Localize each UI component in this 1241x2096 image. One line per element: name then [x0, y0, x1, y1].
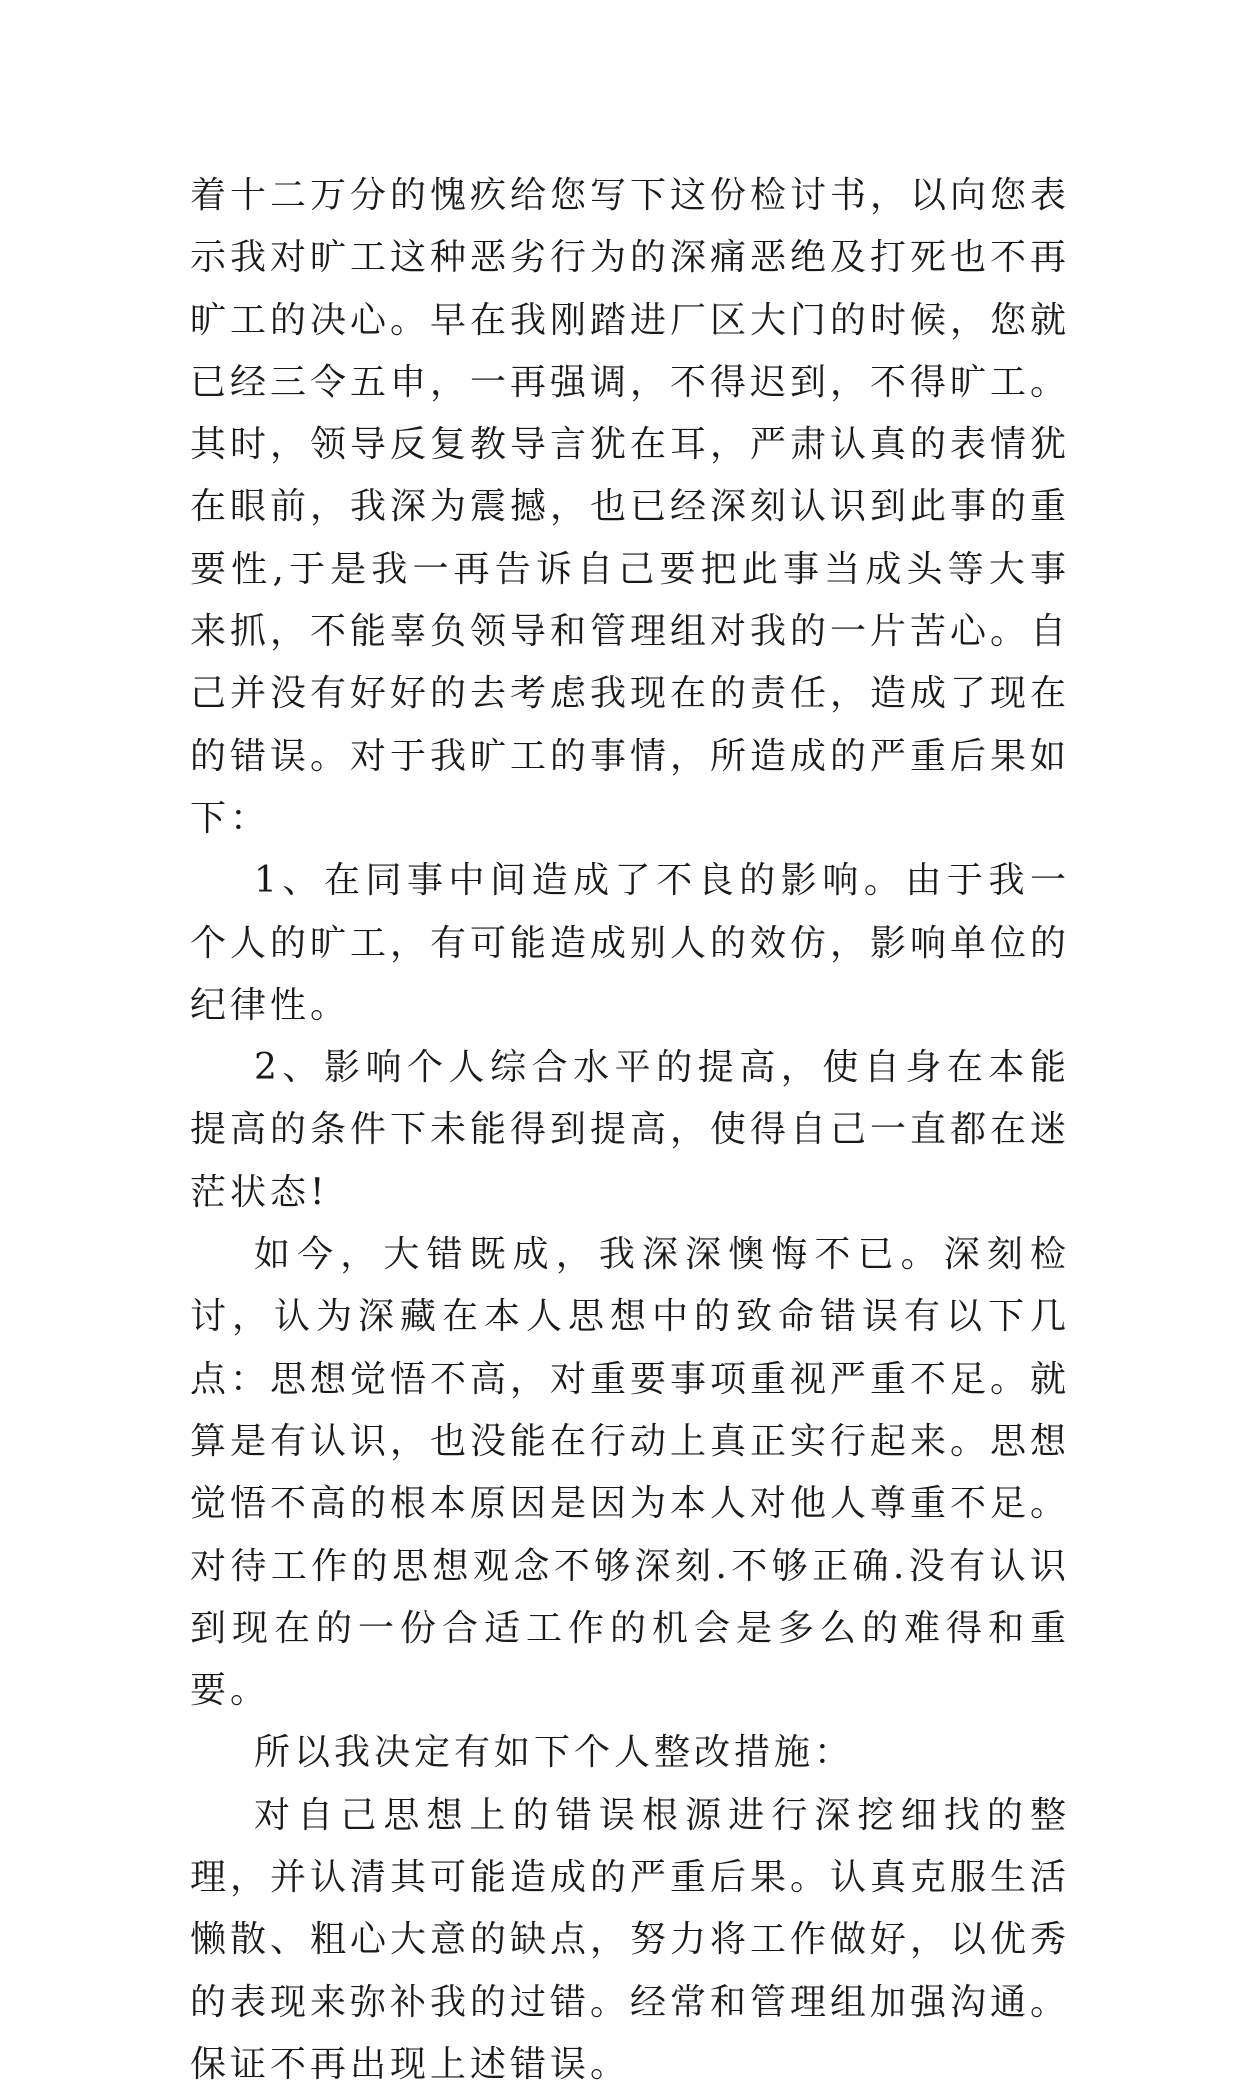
paragraph-6: 对自己思想上的错误根源进行深挖细找的整理，并认清其可能造成的严重后果。认真克服生活懒散、粗心大意的缺点，努力将工作做好，以优秀的表现来弥补我的过错。经常和管理组加强沟通。保证不再出现上述错误。: [190, 1794, 1071, 2085]
paragraph-3: 2、影响个人综合水平的提高，使自身在本能提高的条件下未能得到提高，使得自己一直都在迷茫状态!: [190, 1047, 1071, 1213]
paragraph-2: 1、在同事中间造成了不良的影响。由于我一个人的旷工，有可能造成别人的效仿，影响单位的纪律性。: [190, 860, 1071, 1026]
paragraph-5: 所以我决定有如下个人整改措施：: [254, 1732, 855, 1774]
paragraph-1: 着十二万分的愧疚给您写下这份检讨书，以向您表示我对旷工这种恶劣行为的深痛恶绝及打死也不再旷工的决心。早在我刚踏进厂区大门的时候，您就已经三令五申，一再强调，不得迟到，不得旷工。其时，领导反复教导言犹在耳，严肃认真的表情犹在眼前，我深为震撼，也已经深刻认识到此事的重要性,于是我一再告诉自己要把此事当成头等大事来抓，不能辜负领导和管理组对我的一片苦心。自己并没有好好的去考虑我现在的责任，造成了现在的错误。对于我旷工的事情，所造成的严重后果如下：: [190, 175, 1071, 839]
document-body: [190, 165, 1070, 2096]
paragraph-4: 如今，大错既成，我深深懊悔不已。深刻检讨，认为深藏在本人思想中的致命错误有以下几点：思想觉悟不高，对重要事项重视严重不足。就算是有认识，也没能在行动上真正实行起来。思想觉悟不高的根本原因是因为本人对他人尊重不足。对待工作的思想观念不够深刻.不够正确.没有认识到现在的一份合适工作的机会是多么的难得和重要。: [190, 1234, 1071, 1712]
